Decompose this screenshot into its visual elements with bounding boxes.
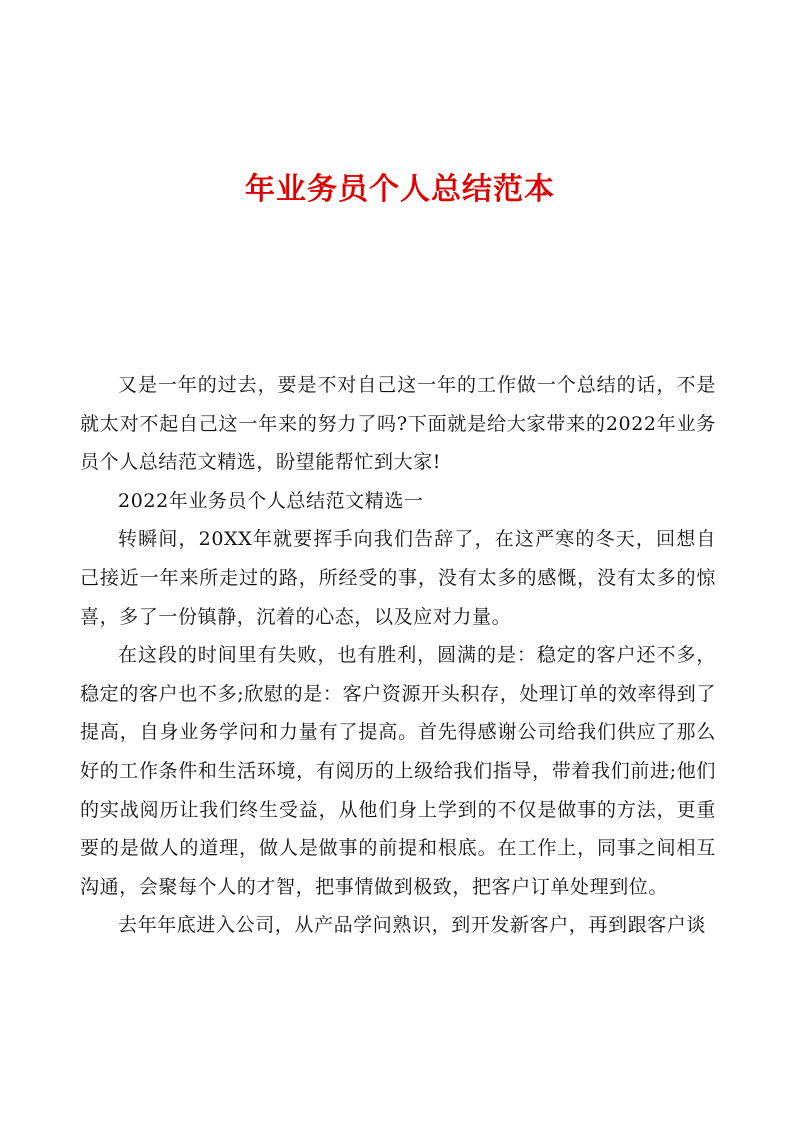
document-title: 年业务员个人总结范本 (245, 172, 555, 207)
body-paragraph: 在这段的时间里有失败，也有胜利，圆满的是：稳定的客户还不多，稳定的客户也不多;欣慰的是：客户资源开头积存，处理订单的效率得到了提高，自身业务学问和力量有了提高。首先得感谢公司给我们供应了那么好的工作条件和生活环境，有阅历的上级给我们指导，带着我们前进;他们的实战阅历让我们终生受益，从他们身上学到的不仅是做事的方法，更重要的是做人的道理，做人是做事的前提和根底。在工作上，同事之间相互沟通，会聚每个人的才智，把事情做到极致，把客户订单处理到位。 (80, 644, 716, 898)
section-heading: 2022年业务员个人总结范文精选一 (118, 489, 424, 512)
intro-paragraph: 又是一年的过去，要是不对自己这一年的工作做一个总结的话，不是就太对不起自己这一年来的努力了吗?下面就是给大家带来的2022年业务员个人总结范文精选，盼望能帮忙到大家! (80, 374, 716, 474)
document-body (80, 366, 716, 945)
body-paragraph: 去年年底进入公司，从产品学问熟识，到开发新客户，再到跟客户谈 (118, 914, 707, 937)
body-paragraph: 转瞬间，20XX年就要挥手向我们告辞了，在这严寒的冬天，回想自己接近一年来所走过的路，所经受的事，没有太多的感慨，没有太多的惊喜，多了一份镇静，沉着的心态，以及应对力量。 (80, 528, 716, 628)
